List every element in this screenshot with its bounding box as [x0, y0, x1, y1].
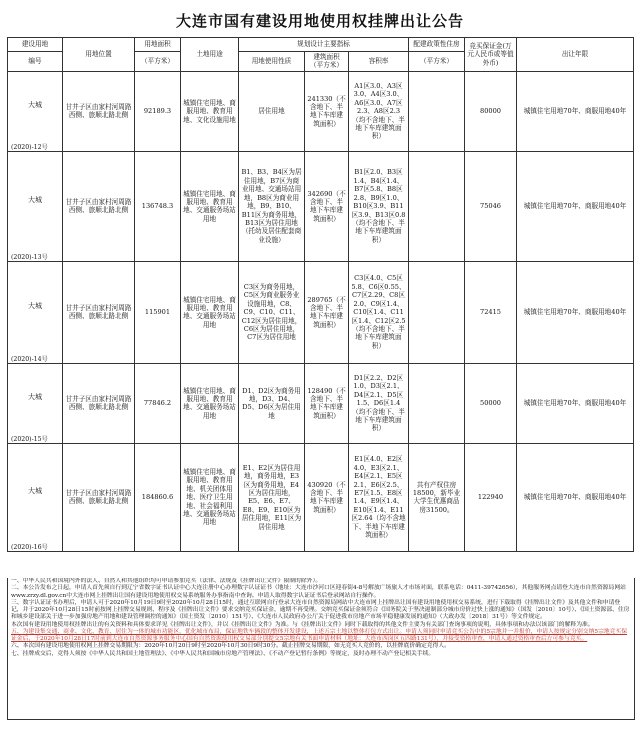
- deposit-cell: 122940: [465, 443, 517, 551]
- lot-cell: [8, 443, 63, 551]
- location-cell: 甘井子区由家村河周路西侧、旅顺北路北侧: [63, 71, 135, 151]
- use-cell: 城镇住宅用地、商服用地、教育用地、交通服务场站用地: [181, 261, 239, 363]
- header-building-area-unit: （平方米）: [310, 61, 343, 70]
- table-row: [8, 443, 634, 551]
- deposit-cell: 50000: [465, 363, 517, 443]
- land-table: [7, 37, 634, 552]
- lot-zone: 大城: [28, 101, 42, 110]
- header-building-area-label: 建筑面积: [313, 53, 340, 61]
- header-planning: 规划设计主要指标: [239, 38, 409, 52]
- location-cell: 甘井子区由家村河周路西侧、旅顺北路北侧: [63, 443, 135, 551]
- term-cell: 城镇住宅用地70年、商服用地40年: [517, 71, 634, 151]
- far-cell: E1区4.0、E2区4.0、E3区2.1、E4区2.1、E5区2.1、E6区2.5、E7区1.5、E8区1.4、E9区1.4、E10区1.4、E11区2.64（均不含地下、半地下车库建筑面积）: [349, 443, 409, 551]
- use-cell: 城镇住宅用地、商服用地、教育用地、机关团体用地、医疗卫生用地、社会福利用地、交通服务场站用地: [181, 443, 239, 551]
- note-2: 二、本公告发布之日起，申请人首先须自行到辽宁省数字证书认证中心大连注册中心办理数字认证证书（地址：大连市沙河口区迎春街4-8号解放广场旅人才市场对面，联系电话：0411-39742656），其他服务网点请登大连市自然资源局网站www.zrzy.dl.gov.cn中大连市网上挂牌出让国有建设用地使用权交易系统服务办事指南中查询。申请人取得数字认证证书后登录网站自行操作。: [11, 585, 626, 599]
- building-area-cell: 342690（不含地下、半地下车库建筑面积）: [305, 151, 349, 261]
- term-cell: 城镇住宅用地70年、商服用地40年: [517, 261, 634, 363]
- header-lot: 建设用地: [8, 38, 63, 52]
- area-cell: 92189.3: [135, 71, 181, 151]
- lot-zone: 大城: [28, 487, 42, 496]
- table-row: [8, 71, 634, 151]
- lot-zone: 大城: [28, 393, 42, 402]
- planning-use-cell: D1、D2区为商务用地，D3、D4、D5、D6区为居住用地: [239, 363, 305, 443]
- header-deposit: 竞买保证金(万元人民币或等值外币): [465, 38, 517, 72]
- planning-use-cell: E1、E2区为居住用地，商务用地，E3区为商务用地，E4区为居住用地，E5、E6、E7、E8、E9、E10区为居住用地，E11区为居住用地: [239, 443, 305, 551]
- use-cell: 城镇住宅用地、商服用地、教育用地、交通服务场站用地: [181, 151, 239, 261]
- term-cell: 城镇住宅用地70年、商服用地40年: [517, 363, 634, 443]
- lot-cell: [8, 151, 63, 261]
- term-cell: 城镇住宅用地70年、商服用地40年: [517, 151, 634, 261]
- lot-number: (2020)-13号: [11, 253, 48, 261]
- housing-cell: [409, 261, 465, 363]
- deposit-cell: 72415: [465, 261, 517, 363]
- deposit-cell: 80000: [465, 71, 517, 151]
- note-6: 六、本次国有建设用地使用权网上挂牌交易期限为：2020年10月20日9时至2020年10月30日9时30分。截止挂牌交易期限，如无竞买人竞价的，以挂牌底价确定竞得人。: [11, 643, 450, 650]
- lot-zone: 大城: [28, 196, 42, 205]
- housing-cell: 共有产权住房18500，新毕业大学生优惠商品房31500。: [409, 443, 465, 551]
- header-area: 用地面积: [135, 38, 181, 52]
- note-3: 三、数字认证证书办理后，申请人可于2020年10月19日9时至2020年10月28日15时，通过互联网自行登录大连市自然资源局网站中大连市网上挂牌出让国有建设用地使用权交易系统，进行下载取得《挂牌出让文件》及其他文件和申请登记，并于2020年10月28日15时前按网上挂牌交易规则、程序及《挂牌出让文件》要求交纳竞买保证金，逾期不再受理。交纳竞买保证金须符合《国务院关于坚决遏制部分城市房价过快上涨的通知》（国发〔2010〕10号）、《国土资源部、住房和城乡建设部关于进一步加强房地产用地和建设管理调控的通知》（国土资发〔2010〕151号）、《大连市人民政府办公厅关于促进我市房地产市场平稳健康发展的通知》（大政办发〔2018〕31号）等文件规定。: [11, 599, 630, 621]
- location-cell: 甘井子区由家村河周路西侧、旅顺北路北侧: [63, 151, 135, 261]
- header-housing-unit: （平方米）: [409, 52, 465, 72]
- header-planning-use: 用地使用性质: [239, 52, 305, 72]
- lot-cell: [8, 71, 63, 151]
- housing-cell: [409, 71, 465, 151]
- building-area-cell: 241330（不含地下、半地下车库建筑面积）: [305, 71, 349, 151]
- deposit-cell: 75046: [465, 151, 517, 261]
- location-cell: 甘井子区由家村河周路西侧、旅顺北路北侧: [63, 261, 135, 363]
- header-lot-no: 编号: [8, 52, 63, 72]
- use-cell: 城镇住宅用地、商服用地、教育用地、交通服务场站用地: [181, 363, 239, 443]
- notice-page: [4, 4, 636, 721]
- table-row: [8, 363, 634, 443]
- planning-use-cell: 居住用地: [239, 71, 305, 151]
- area-cell: 77846.2: [135, 363, 181, 443]
- building-area-cell: 289765（不含地下、半地下车库建筑面积）: [305, 261, 349, 363]
- area-cell: 136748.3: [135, 151, 181, 261]
- lot-number: (2020)-14号: [11, 355, 48, 363]
- page-title: 大连市国有建设用地使用权挂牌出让公告: [175, 12, 464, 30]
- lot-cell: [8, 261, 63, 363]
- header-location: 用地位置: [63, 38, 135, 72]
- lot-cell: [8, 363, 63, 443]
- housing-cell: [409, 151, 465, 261]
- location-cell: 甘井子区由家村河周路西侧、旅顺北路北侧: [63, 363, 135, 443]
- table-row: [8, 261, 634, 363]
- area-cell: 115901: [135, 261, 181, 363]
- building-area-cell: 430920（不含地下、半地下车库建筑面积）: [305, 443, 349, 551]
- lot-number: (2020)-16号: [11, 543, 48, 551]
- note-7: 七、挂牌成交后，竞得人须按《中华人民共和国土地管理法》、《中华人民共和国城市房地产管理法》、《不动产登记暂行条例》等规定，及时办理不动产登记相关手续。: [11, 650, 435, 657]
- area-cell: 184860.6: [135, 443, 181, 551]
- far-cell: B1区2.0、B3区1.4、B4区1.4、B7区5.8、B8区2.8、B9区1.0、B10区3.9、B11区3.9、B13区0.8（均不含地下、半地下车库建筑面积）: [349, 151, 409, 261]
- planning-use-cell: C3区为商务用地，C5区为商业服务业设施用地，C8、C9、C10、C11、C12区为居住用地，C6区为居住用地，C7区为居住用地: [239, 261, 305, 363]
- housing-cell: [409, 363, 465, 443]
- header-use: 土地用途: [181, 38, 239, 72]
- building-area-cell: 128490（不含地下、半地下车库建筑面积）: [305, 363, 349, 443]
- header-area-unit: （平方米）: [135, 52, 181, 72]
- table-row: [8, 151, 634, 261]
- lot-number: (2020)-12号: [11, 143, 48, 151]
- term-cell: 城镇住宅用地70年、商服用地40年: [517, 443, 634, 551]
- lot-number: (2020)-15号: [11, 435, 48, 443]
- planning-use-cell: B1、B3、B4区为居住用地，B7区为商业用地、交通场站用地，B8区为商业用地，B9、B10、B11区为商务用地，B13区为居住用地（托幼及居住配套商业设施）: [239, 151, 305, 261]
- note-5-highlighted: 五、为建设集交通、商业、文化、教育、居住为一体的城市功能区，优化城市布局，保证地铁车辆段的整体开发建设，上述五宗土地以整体打包方式出让。申请人须同时申请竞买公告中的5宗地并一并报价，申请人按规定分别交纳5宗地竞买保证金后，于2020年10月28日17时前到大连市自然资源事务服务中心国有自然资源使用权交易部分别提交5宗地有关书面申请材料（地址：大连市西岗区五四路131号），并接受资格审查，申请人通过资格审查后方可参与竞买。: [11, 628, 628, 642]
- far-cell: C3区4.0、C5区5.8、C6区0.55、C7区2.29、C8区2.0、C9区1.4、C10区1.4、C11区1.4、C12区2.5（均不含地下、半地下车库建筑面积）: [349, 261, 409, 363]
- note-1: 一、中华人民共和国境内外的法人、自然人和其他组织均可申请参加竞买（法律、法规及《挂牌出让文件》限制的除外）。: [11, 578, 322, 584]
- header-far: 容积率: [349, 52, 409, 72]
- far-cell: A1区3.0、A3区3.0、A4区3.0、A6区3.0、A7区2.3、A8区2.3（均不含地下、半地下车库建筑面积）: [349, 71, 409, 151]
- far-cell: D1区2.2、D2区1.0、D3区2.1、D4区2.1、D5区1.5、D6区1.4（均不含地下、半地下车库建筑面积）: [349, 363, 409, 443]
- header-term: 出让年限: [517, 38, 634, 72]
- lot-zone: 大城: [28, 302, 42, 311]
- header-housing: 配建政策性住房: [409, 38, 465, 52]
- notes-section: [7, 578, 635, 720]
- header-building-area: [305, 52, 349, 72]
- use-cell: 城镇住宅用地、商服用地、教育用地、文化设施用地: [181, 71, 239, 151]
- note-4: 本次国有建设用地使用权挂牌出让的有关资料和具体要求详见《挂牌出让文件》，并以《挂牌出让文件》为准。与《挂牌出让文件》同时下载取得的其他文件主要为有关部门查询事项的说明，具体事项和办法以该部门的解释为准。: [11, 621, 594, 628]
